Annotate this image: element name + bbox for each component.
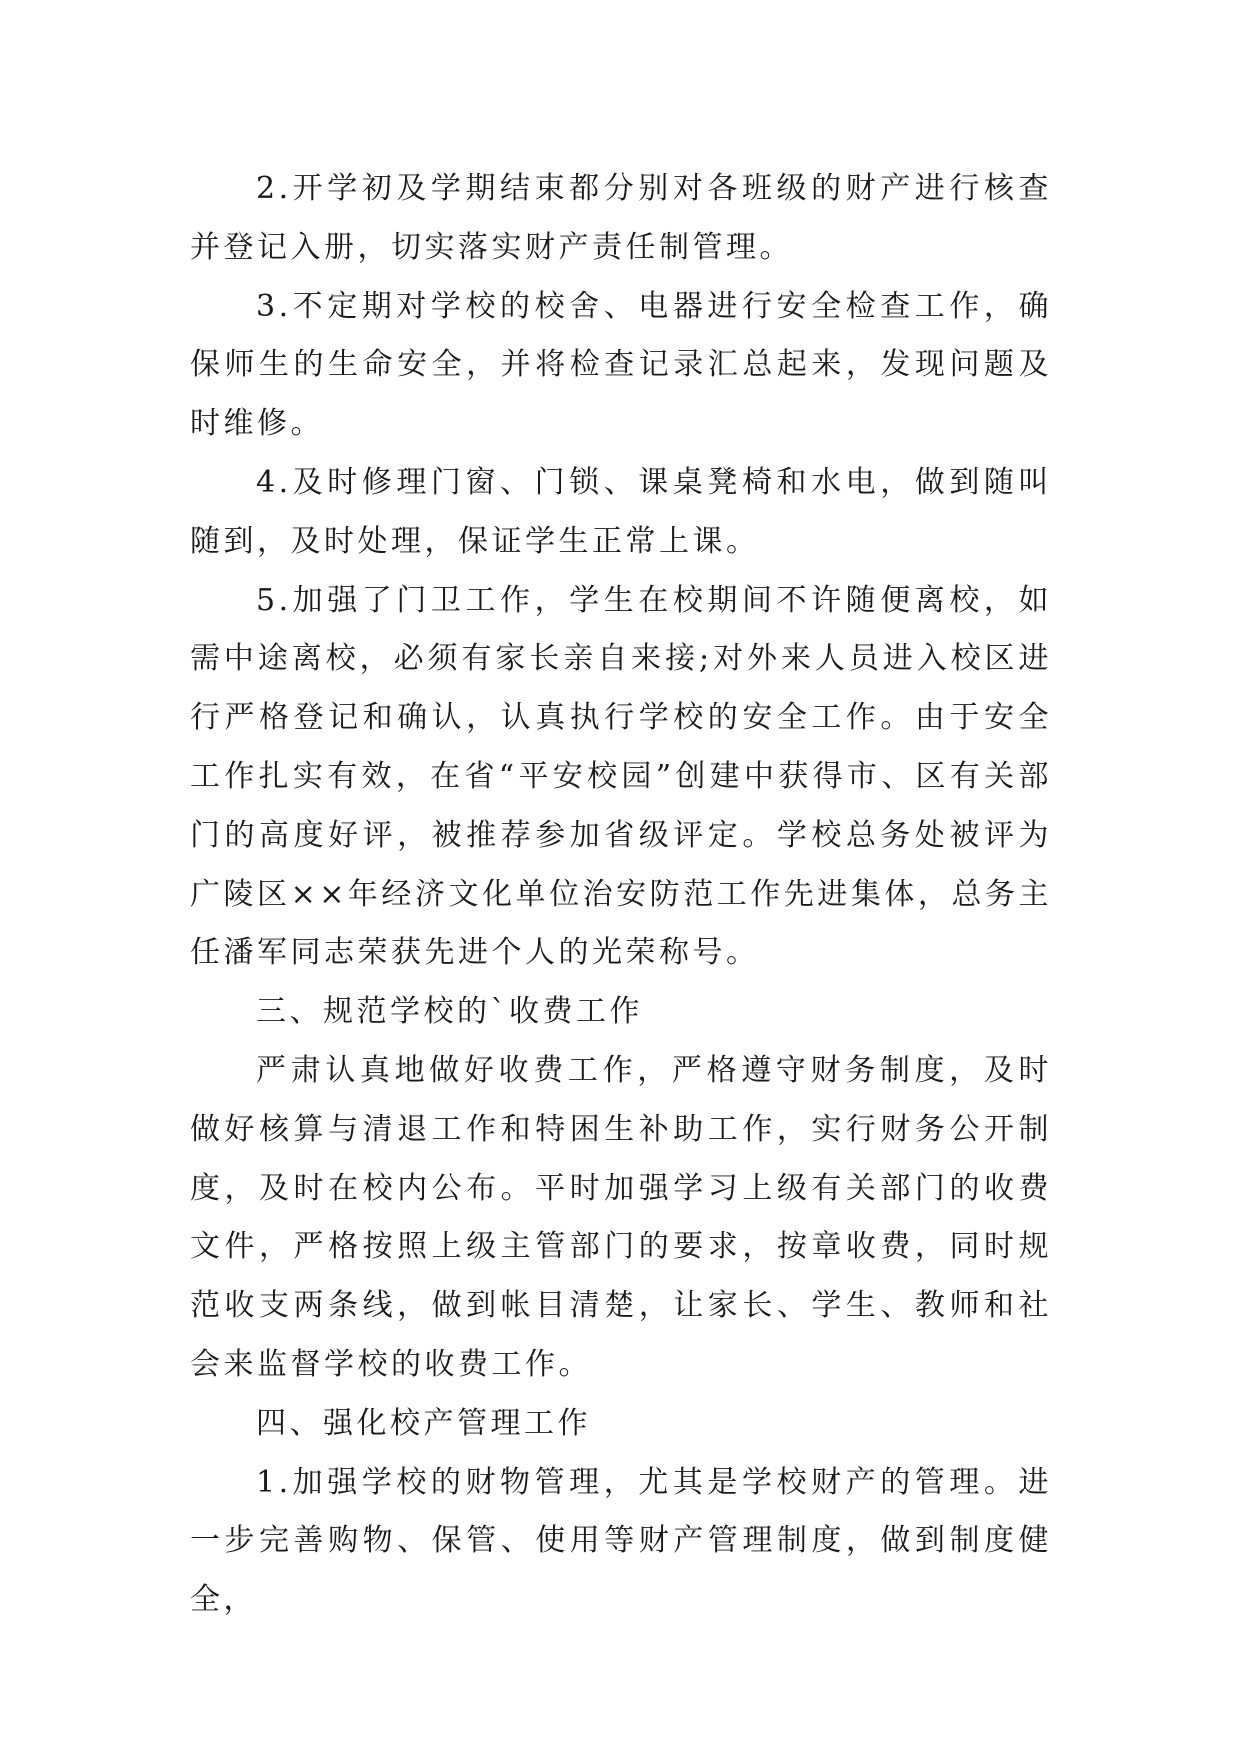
paragraph-item-4: 4.及时修理门窗、门锁、课桌凳椅和水电，做到随叫随到，及时处理，保证学生正常上课。 [190,464,1052,559]
paragraph-assets-1: 1.加强学校的财物管理，尤其是学校财产的管理。进一步完善购物、保管、使用等财产管理制度，做到制度健全， [190,1464,1052,1618]
paragraph-item-5: 5.加强了门卫工作，学生在校期间不许随便离校，如需中途离校，必须有家长亲自来接;对外来人员进入校区进行严格登记和确认，认真执行学校的安全工作。由于安全工作扎实有效，在省“平安校园”创建中获得市、区有关部门的高度好评，被推荐参加省级评定。学校总务处被评为广陵区××年经济文化单位治安防范工作先进集体，总务主任潘军同志荣获先进个人的光荣称号。 [190,582,1052,971]
paragraph-fees: 严肃认真地做好收费工作，严格遵守财务制度，及时做好核算与清退工作和特困生补助工作，实行财务公开制度，及时在校内公布。平时加强学习上级有关部门的收费文件，严格按照上级主管部门的要求，按章收费，同时规范收支两条线，做到帐目清楚，让家长、学生、教师和社会来监督学校的收费工作。 [190,1052,1052,1382]
section-heading-fees: 三、规范学校的`收费工作 [256,994,643,1030]
section-heading-assets: 四、强化校产管理工作 [256,1405,591,1441]
document-body [190,160,1052,1630]
paragraph-item-2: 2.开学初及学期结束都分别对各班级的财产进行核查并登记入册，切实落实财产责任制管理。 [190,171,1052,265]
paragraph-item-3: 3.不定期对学校的校舍、电器进行安全检查工作，确保师生的生命安全，并将检查记录汇总起来，发现问题及时维修。 [190,288,1052,442]
